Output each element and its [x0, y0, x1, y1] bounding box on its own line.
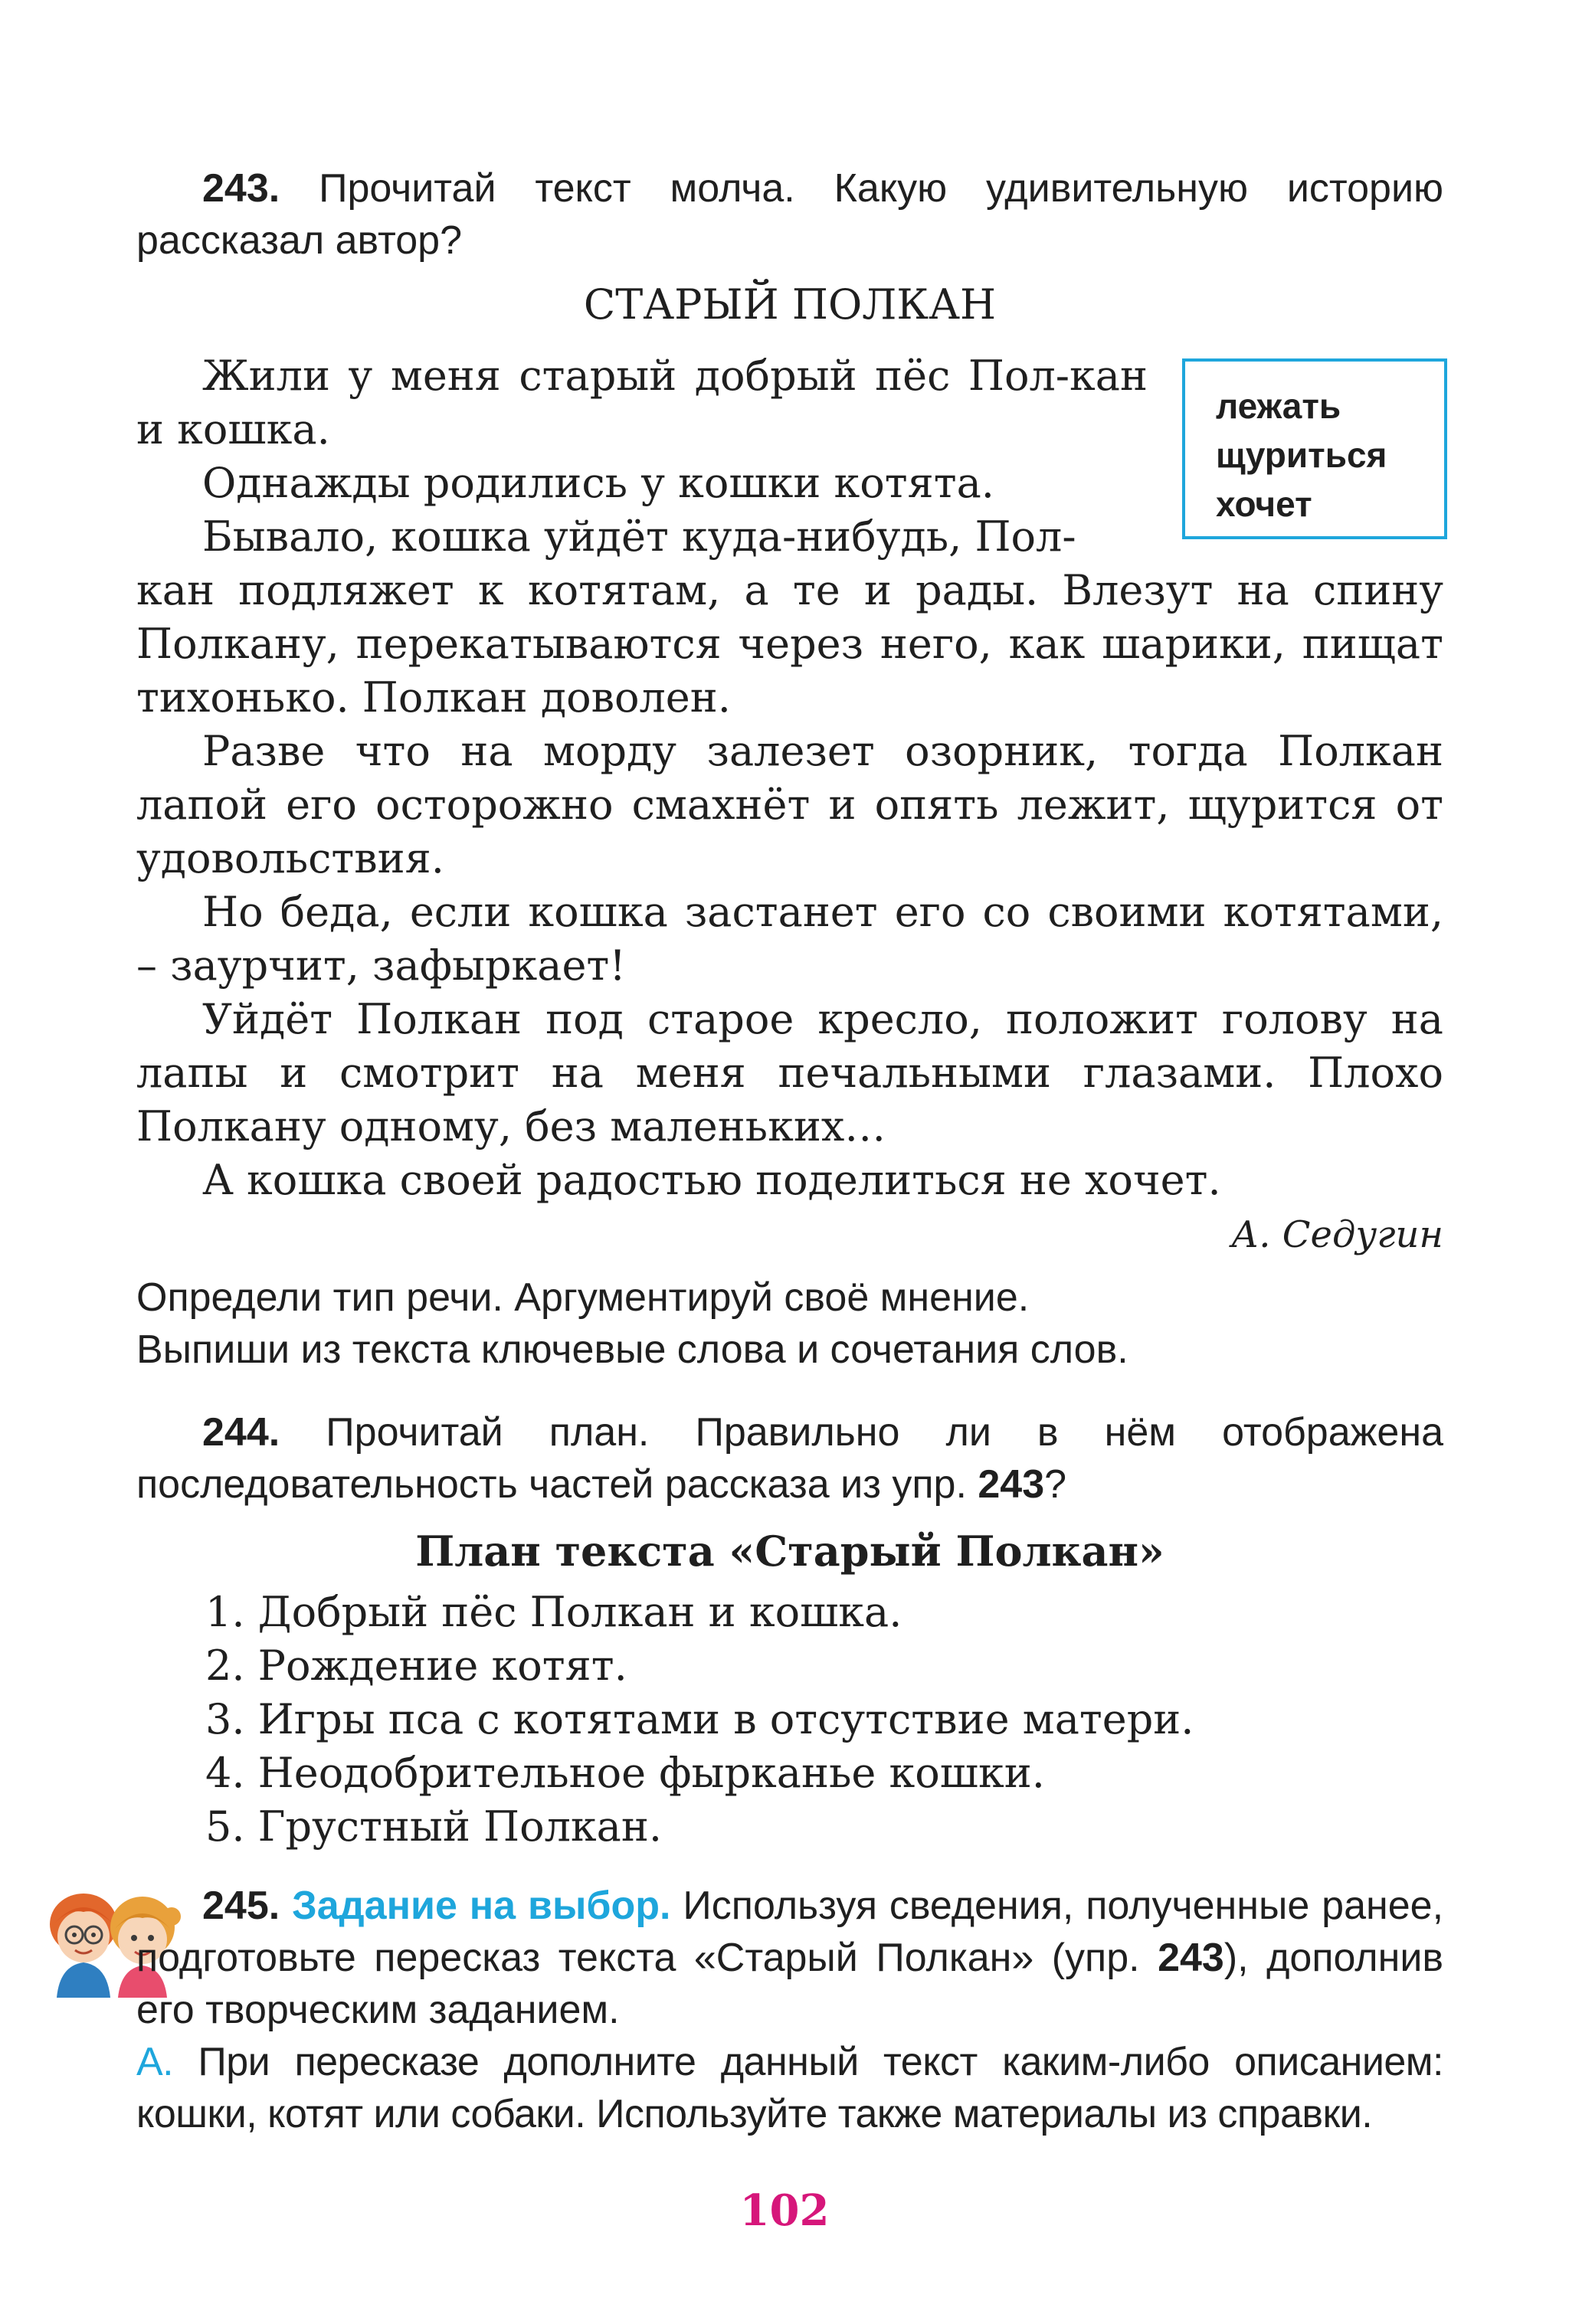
exercise-question: Прочитай текст молча. Какую удивительную историю рассказал автор?	[136, 166, 1443, 263]
keywords-box	[1182, 358, 1447, 539]
story-title: СТАРЫЙ ПОЛКАН	[583, 280, 997, 329]
exercise-text: Прочитай план. Правильно ли в нём отображена последовательность частей рассказа из упр.	[136, 1410, 1443, 1507]
task-line: Выпиши из текста ключевые слова и сочетания слов.	[136, 1327, 1128, 1372]
story-body	[136, 564, 1443, 1207]
story-paragraph-2: Однажды родились у кошки котята.	[202, 459, 994, 507]
exercise-text-end: ), дополнив его творческим заданием.	[136, 1936, 1444, 2032]
plan-item: 1. Добрый пёс Полкан и кошка.	[205, 1588, 902, 1636]
story-intro	[136, 349, 1148, 564]
story-paragraph-4: Разве что на морду залезет озорник, тогда Полкан лапой его осторожно смахнёт и опять лежит, щурится от удовольствия.	[136, 727, 1443, 882]
story-paragraph-7: А кошка своей радостью поделиться не хочет.	[202, 1156, 1221, 1204]
keyword: щуриться	[1216, 435, 1387, 475]
exercise-number: 243.	[202, 166, 280, 211]
exercise-243-prompt	[136, 162, 1443, 267]
plan-item: 2. Рождение котят.	[205, 1642, 627, 1690]
story-paragraph-6: Уйдёт Полкан под старое кресло, положит голову на лапы и смотрит на меня печальными глазами. Плохо Полкану одному, без маленьких…	[136, 995, 1443, 1151]
story-paragraph-1: Жили у меня старый добрый пёс Пол-кан и кошка.	[136, 352, 1148, 453]
task-line: Определи тип речи. Аргументируй своё мнение.	[136, 1275, 1030, 1320]
keyword: хочет	[1216, 484, 1312, 524]
plan-item: 5. Грустный Полкан.	[205, 1802, 663, 1851]
keyword: лежать	[1216, 386, 1341, 426]
exercise-number: 244.	[202, 1410, 280, 1455]
story-paragraph-3-start: Бывало, кошка уйдёт куда-нибудь, Пол-	[202, 512, 1076, 561]
exercise-reference: 243	[978, 1462, 1045, 1507]
story-author: А. Седугин	[1230, 1213, 1443, 1256]
exercise-number: 245.	[202, 1884, 280, 1928]
exercise-text-end: ?	[1044, 1462, 1067, 1507]
plan-title: План текста «Старый Полкан»	[415, 1527, 1164, 1576]
exercise-243-tasks	[136, 1272, 1443, 1376]
plan-list	[205, 1586, 1194, 1854]
exercise-reference: 243	[1158, 1936, 1224, 1980]
option-letter: А.	[136, 2040, 174, 2084]
exercise-244-prompt	[136, 1406, 1443, 1511]
story-paragraph-5: Но беда, если кошка застанет его со своими котятами, – заурчит, зафыркает!	[136, 888, 1443, 990]
option-text: При пересказе дополните данный текст каким-либо описанием: кошки, котят или собаки. Используйте также материалы из справки.	[136, 2040, 1443, 2136]
exercise-text: Используя сведения, полученные ранее, подготовьте пересказ текста «Старый Полкан» (упр.	[136, 1884, 1444, 1980]
page-number: 102	[739, 2185, 830, 2236]
plan-item: 4. Неодобрительное фырканье кошки.	[205, 1749, 1045, 1797]
plan-item: 3. Игры пса с котятами в отсутствие матери.	[205, 1695, 1194, 1743]
exercise-245-prompt	[136, 1880, 1443, 2140]
choice-task-label: Задание на выбор.	[292, 1884, 671, 1928]
story-paragraph-3-end: кан подляжет к котятам, а те и рады. Влезут на спину Полкану, перекатываются через него, как шарики, пищат тихонько. Полкан доволен.	[136, 566, 1443, 722]
